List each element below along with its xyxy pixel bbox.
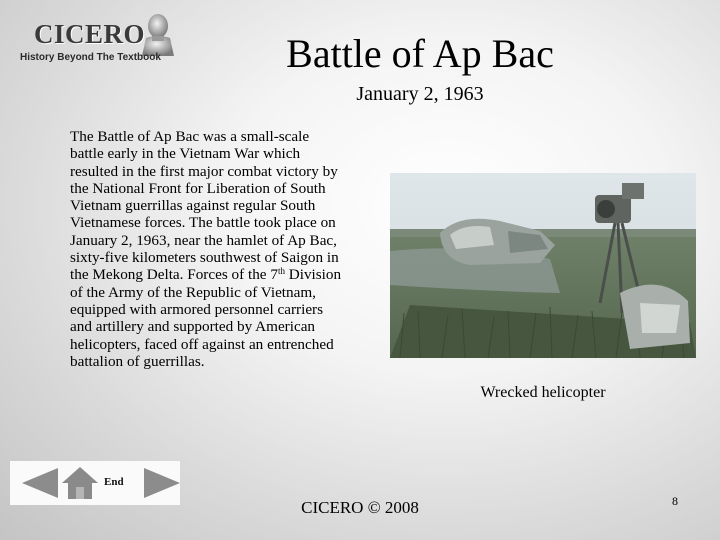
body-superscript: th bbox=[277, 266, 285, 277]
home-button[interactable] bbox=[60, 465, 100, 501]
logo-tagline: History Beyond The Textbook bbox=[20, 52, 161, 63]
home-icon bbox=[60, 465, 100, 501]
body-text-part1: The Battle of Ap Bac was a small-scale battle early in the Vietnam War which resulted in the first major combat victory by the National Front for Liberation of South Vietnam guerrillas against regular South Vietnamese forces. The battle took place on January 2, 1963, near the hamlet of Ap Bac, sixty-five kilometers southwest of Saigon in the Mekong Delta. Forces of the 7 bbox=[70, 128, 339, 284]
slide-navigation-bar bbox=[10, 461, 180, 505]
body-text-part2: Division of the Army of the Republic of Vietnam, equipped with armored personnel carriers and artillery and supported by American helicopters, faced off against an entrenched battalion of guerrillas. bbox=[70, 266, 342, 370]
photo-caption: Wrecked helicopter bbox=[480, 384, 606, 401]
slide-subtitle: January 2, 1963 bbox=[356, 83, 484, 105]
right-arrow-icon bbox=[142, 466, 182, 500]
previous-slide-button[interactable] bbox=[20, 466, 60, 500]
helicopter-photo bbox=[390, 173, 696, 358]
next-slide-button[interactable] bbox=[142, 466, 182, 500]
page-number: 8 bbox=[672, 494, 678, 508]
body-paragraph bbox=[70, 128, 346, 370]
cicero-logo bbox=[14, 10, 190, 70]
end-button[interactable]: End bbox=[104, 476, 124, 488]
logo-wordmark: CICERO bbox=[34, 19, 146, 49]
copyright-footer: CICERO © 2008 bbox=[301, 498, 419, 517]
helicopter-photo-image bbox=[390, 173, 696, 358]
slide-title: Battle of Ap Bac bbox=[286, 31, 554, 76]
left-arrow-icon bbox=[20, 466, 60, 500]
